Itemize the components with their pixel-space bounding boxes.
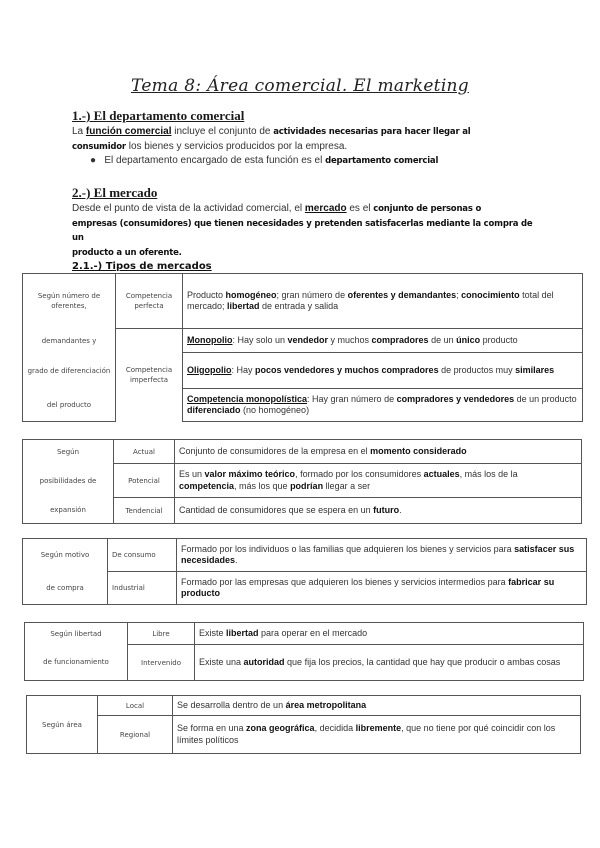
table2-label-2: posibilidades de <box>23 464 114 498</box>
table5-row-2: Se forma en una zona geográfica, decidida libremente, que no tiene por qué coincidir con los límites políticos <box>173 716 581 754</box>
table4-label-2: de funcionamiento <box>25 645 128 681</box>
table1-row-4: Competencia monopolística: Hay gran número de compradores y vendedores de un producto diferenciado (no homogéneo) <box>183 389 583 422</box>
table5-label: Según área <box>27 696 98 754</box>
page-title: Tema 8: Área comercial. El marketing <box>131 76 469 96</box>
table1-label-3: grado de diferenciación <box>23 353 116 389</box>
table1-row-2: Monopolio: Hay solo un vendedor y muchos compradores de un único producto <box>183 329 583 353</box>
table2-actual: Actual <box>114 440 175 464</box>
table1-imperfecta: Competencia imperfecta <box>116 329 183 422</box>
table-area <box>26 695 581 754</box>
table-mercados-competencia <box>22 273 583 422</box>
table5-row-1: Se desarrolla dentro de un área metropolitana <box>173 696 581 716</box>
section-1-heading: 1.-) El departamento comercial <box>72 108 245 123</box>
table4-row-1: Existe libertad para operar en el mercado <box>195 623 584 645</box>
table-motivo-compra <box>22 538 587 605</box>
table1-row-1: Producto homogéneo; gran número de oferentes y demandantes; conocimiento total del mercado; libertad de entrada y salida <box>183 274 583 329</box>
table1-label-1: Según número de oferentes, <box>23 274 116 329</box>
section-2-paragraph: Desde el punto de vista de la actividad comercial, el mercado es el conjunto de personas o empresas (consumidores) que tienen necesidades y pretenden satisfacerlas mediante la compra de un producto a un oferente. <box>72 203 533 258</box>
table2-label-3: expansión <box>23 498 114 524</box>
table5-local: Local <box>98 696 173 716</box>
section-1-paragraph: La función comercial incluye el conjunto de actividades necesarias para hacer llegar al consumidor los bienes y servicios producidos por la empresa. <box>72 126 471 152</box>
table-libertad <box>24 622 584 681</box>
table-expansion <box>22 439 582 524</box>
table3-label-1: Según motivo <box>23 539 108 572</box>
table1-label-4: del producto <box>23 389 116 422</box>
table4-intervenido: Intervenido <box>128 645 195 681</box>
table1-label-2: demandantes y <box>23 329 116 353</box>
table3-consumo: De consumo <box>108 539 177 572</box>
section-2-1-heading: 2.1.-) Tipos de mercados <box>72 261 212 272</box>
table2-row-1: Conjunto de consumidores de la empresa en el momento considerado <box>175 440 582 464</box>
table1-perfecta: Competencia perfecta <box>116 274 183 329</box>
table2-label-1: Según <box>23 440 114 464</box>
table1-row-3: Oligopolio: Hay pocos vendedores y muchos compradores de productos muy similares <box>183 353 583 389</box>
table3-label-2: de compra <box>23 572 108 605</box>
table2-row-3: Cantidad de consumidores que se espera en un futuro. <box>175 498 582 524</box>
table2-tendencial: Tendencial <box>114 498 175 524</box>
table4-label-1: Según libertad <box>25 623 128 645</box>
table5-regional: Regional <box>98 716 173 754</box>
section-2-heading: 2.-) El mercado <box>72 185 158 200</box>
table4-row-2: Existe una autoridad que fija los precios, la cantidad que hay que producir o ambas cosas <box>195 645 584 681</box>
table2-row-2: Es un valor máximo teórico, formado por los consumidores actuales, más los de la competencia, más los que podrían llegar a ser <box>175 464 582 498</box>
table3-industrial: Industrial <box>108 572 177 605</box>
table4-libre: Libre <box>128 623 195 645</box>
table3-row-1: Formado por los individuos o las familias que adquieren los bienes y servicios para satisfacer sus necesidades. <box>177 539 587 572</box>
table3-row-2: Formado por las empresas que adquieren los bienes y servicios intermedios para fabricar su producto <box>177 572 587 605</box>
section-1-bullet: ● El departamento encargado de esta función es el departamento comercial <box>90 155 439 166</box>
table2-potencial: Potencial <box>114 464 175 498</box>
